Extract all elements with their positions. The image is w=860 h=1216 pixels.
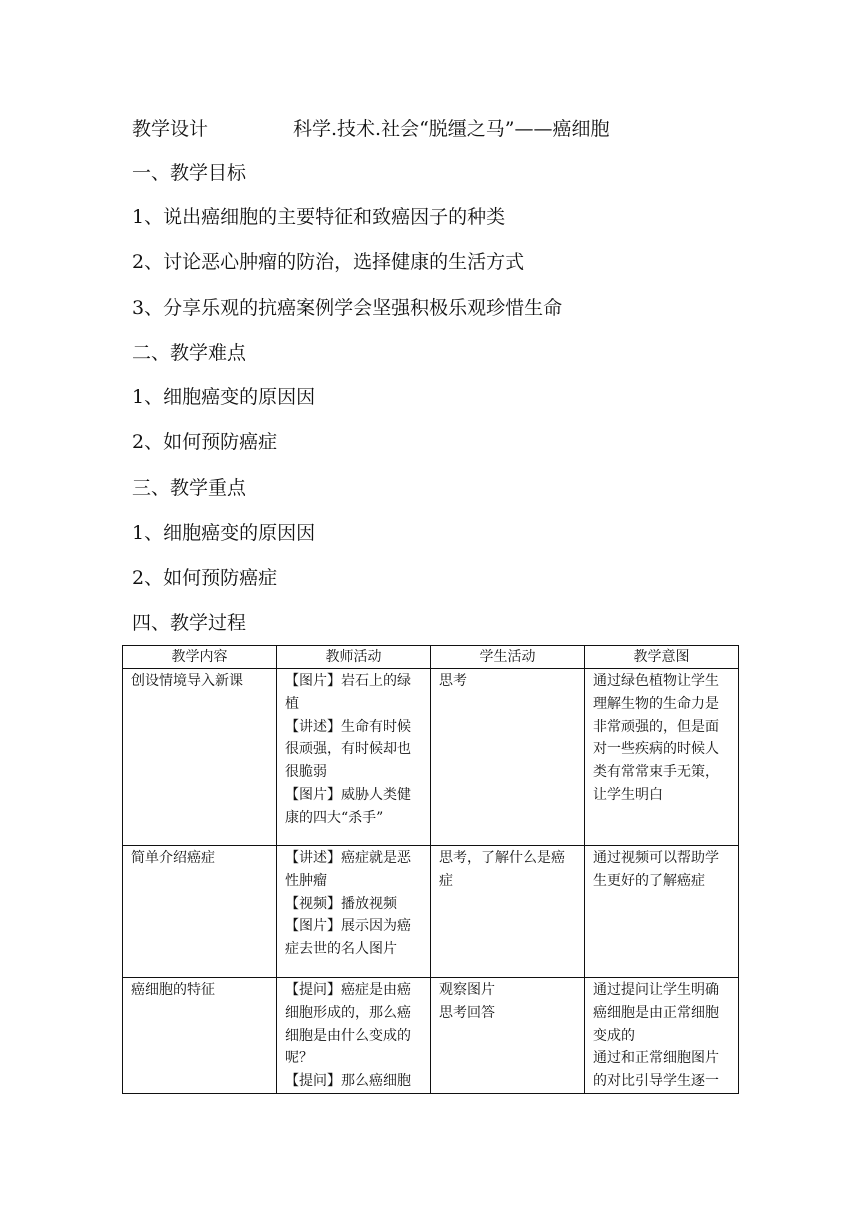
teacher-activity-cell (277, 846, 431, 978)
teacher-activity-line: 【提问】癌症是由癌细胞形成的，那么癌细胞是由什么变成的呢？ (285, 982, 411, 1067)
teacher-activity-line: 【图片】展示因为癌症去世的名人图片 (285, 918, 411, 958)
teacher-activity-line: 【讲述】生命有时候很顽强，有时候却也很脆弱 (285, 718, 411, 781)
teaching-intent-cell (585, 669, 739, 846)
teaching-intent-cell (585, 846, 739, 978)
column-header-teacher: 教师活动 (277, 646, 431, 669)
key-point-item-2: 2、如何预防癌症 (132, 567, 278, 589)
column-header-student: 学生活动 (431, 646, 585, 669)
content-cell: 简单介绍癌症 (123, 846, 277, 978)
student-activity-line: 观察图片 (439, 982, 495, 998)
table-row (123, 846, 739, 978)
objective-item-3: 3、分享乐观的抗癌案例学会坚强积极乐观珍惜生命 (132, 297, 563, 319)
objective-item-2: 2、讨论恶心肿瘤的防治，选择健康的生活方式 (132, 251, 525, 273)
student-activity-cell (431, 846, 585, 978)
teacher-activity-line: 【图片】岩石上的绿植 (285, 673, 411, 712)
section-heading-difficulties: 二、教学难点 (132, 342, 247, 364)
difficulty-item-2: 2、如何预防癌症 (132, 431, 278, 453)
document-title: 科学.技术.社会“脱缰之马”——癌细胞 (293, 118, 610, 140)
student-activity-line: 思考，了解什么是癌症 (439, 850, 565, 889)
teacher-activity-cell (277, 978, 431, 1094)
content-cell: 创设情境导入新课 (123, 669, 277, 846)
teacher-activity-line: 【视频】播放视频 (285, 895, 397, 912)
teaching-intent-cell (585, 978, 739, 1094)
table-header-row (123, 646, 739, 669)
teaching-process-table (122, 645, 739, 1094)
teacher-activity-line: 【提问】那么癌细胞 (285, 1073, 411, 1090)
student-activity-cell (431, 669, 585, 846)
student-activity-line: 思考 (439, 673, 467, 689)
student-activity-cell (431, 978, 585, 1094)
teacher-activity-line: 【图片】威胁人类健康的四大“杀手” (285, 786, 411, 826)
table-row (123, 978, 739, 1094)
teaching-intent-line: 通过提问让学生明确癌细胞是由正常细胞变成的 (593, 982, 719, 1044)
teaching-intent-line: 通过绿色植物让学生理解生物的生命力是非常顽强的，但是面对一些疾病的时候人类有常常束手无策，让学生明白 (593, 673, 719, 803)
content-cell: 癌细胞的特征 (123, 978, 277, 1094)
difficulty-item-1: 1、细胞癌变的原因因 (132, 386, 316, 408)
column-header-content: 教学内容 (123, 646, 277, 669)
section-heading-process: 四、教学过程 (132, 612, 247, 634)
teacher-activity-cell (277, 669, 431, 846)
section-heading-key-points: 三、教学重点 (132, 477, 247, 499)
teacher-activity-line: 【讲述】癌症就是恶性肿瘤 (285, 850, 411, 889)
teaching-intent-line: 通过视频可以帮助学生更好的了解癌症 (593, 850, 719, 889)
section-heading-objectives: 一、教学目标 (132, 162, 247, 184)
teaching-intent-line: 通过和正常细胞图片的对比引导学生逐一 (593, 1050, 719, 1090)
column-header-intent: 教学意图 (585, 646, 739, 669)
objective-item-1: 1、说出癌细胞的主要特征和致癌因子的种类 (132, 206, 506, 228)
key-point-item-1: 1、细胞癌变的原因因 (132, 522, 316, 544)
document-subject: 教学设计 (132, 118, 209, 140)
student-activity-line: 思考回答 (439, 1004, 495, 1021)
table-row (123, 669, 739, 846)
